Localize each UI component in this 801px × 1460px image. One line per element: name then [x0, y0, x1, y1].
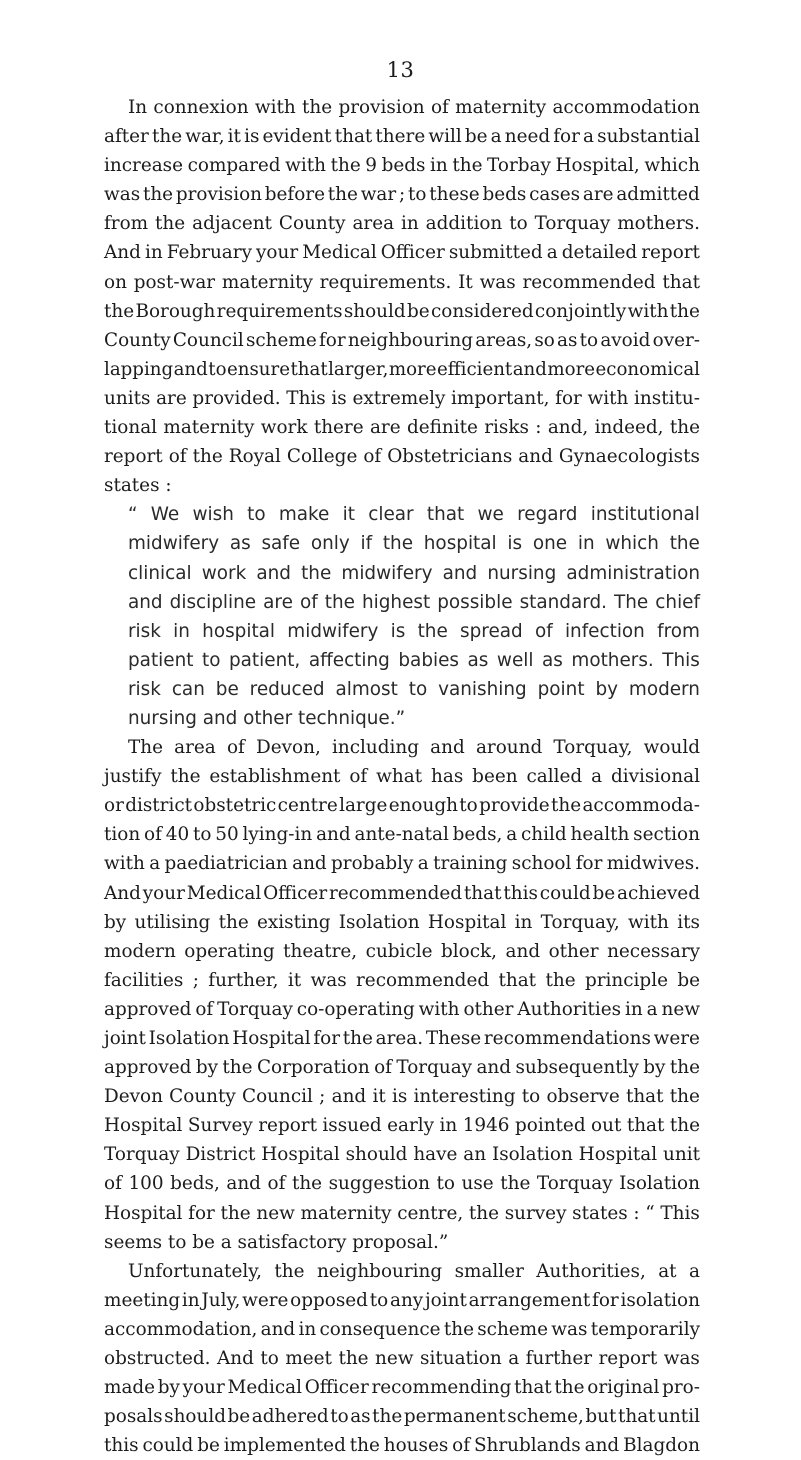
text-line: And your Medical Officer recommended that this could be achieved: [104, 882, 700, 904]
text-line: of 100 beds, and of the suggestion to use the Torquay Isolation: [104, 1173, 700, 1195]
text-line: made by your Medical Officer recommending that the original pro-: [104, 1377, 700, 1399]
page-number: 13: [386, 58, 415, 82]
quote-line: midwifery as safe only if the hospital is one in which the: [128, 533, 700, 555]
text-line: this could be implemented the houses of Shrublands and Blagdon: [104, 1435, 700, 1457]
quote-line: nursing and other technique.”: [128, 707, 406, 729]
text-line: the Borough requirements should be considered conjointly with the: [104, 300, 700, 322]
text-line: Hospital Survey report issued early in 1946 pointed out that the: [104, 1115, 700, 1137]
text-line: approved of Torquay co-operating with other Authorities in a new: [104, 998, 700, 1020]
text-line: after the war, it is evident that there will be a need for a substantial: [104, 126, 700, 148]
text-line: meeting in July, were opposed to any joint arrangement for isolation: [104, 1289, 700, 1311]
text-line: approved by the Corporation of Torquay and subsequently by the: [104, 1057, 700, 1079]
text-line: joint Isolation Hospital for the area. These recommendations were: [104, 1028, 700, 1049]
quote-line: risk in hospital midwifery is the spread of infection from: [128, 620, 700, 642]
quote-line: and discipline are of the highest possible standard. The chief: [128, 591, 700, 613]
text-line: states :: [104, 475, 172, 497]
text-line: modern operating theatre, cubicle block, and other necessary: [104, 940, 700, 962]
text-line: lapping and to ensure that larger, more efficient and more economical: [104, 358, 700, 380]
text-line: on post-war maternity requirements. It was recommended that: [104, 271, 700, 293]
text-line: Torquay District Hospital should have an Isolation Hospital unit: [104, 1144, 700, 1166]
quote-line: clinical work and the midwifery and nursing administration: [128, 562, 700, 584]
quote-line: “ We wish to make it clear that we regard institutional: [128, 504, 700, 526]
text-line: or district obstetric centre large enough to provide the accommoda-: [104, 795, 700, 817]
text-line: posals should be adhered to as the permanent scheme, but that until: [104, 1406, 700, 1428]
text-line: tion of 40 to 50 lying-in and ante-natal beds, a child health section: [104, 824, 700, 846]
paragraph-devon-area: [104, 733, 700, 1257]
text-line: justify the establishment of what has been called a divisional: [104, 766, 700, 788]
document-body: [104, 93, 700, 1460]
text-line: In connexion with the provision of maternity accommodation: [128, 97, 700, 118]
paragraph-maternity-accommodation: [104, 93, 700, 500]
text-line: obstructed. And to meet the new situation a further report was: [104, 1348, 700, 1370]
text-line: units are provided. This is extremely important, for with institu-: [104, 387, 700, 409]
paragraph-neighbouring-authorities: [104, 1257, 700, 1460]
text-line: report of the Royal College of Obstetricians and Gynaecologists: [104, 446, 700, 468]
text-line: from the adjacent County area in addition to Torquay mothers.: [104, 213, 700, 235]
quote-line: risk can be reduced almost to vanishing point by modern: [128, 678, 700, 700]
text-line: The area of Devon, including and around Torquay, would: [128, 737, 700, 759]
text-line: was the provision before the war ; to these beds cases are admitted: [104, 184, 700, 206]
text-line: facilities ; further, it was recommended that the principle be: [104, 969, 700, 991]
text-line: And in February your Medical Officer submitted a detailed report: [104, 242, 700, 264]
text-line: increase compared with the 9 beds in the Torbay Hospital, which: [104, 155, 700, 177]
text-line: accommodation, and in consequence the scheme was temporarily: [104, 1318, 700, 1340]
quotation-block: [104, 500, 700, 733]
quote-line: patient to patient, affecting babies as well as mothers. This: [128, 649, 700, 671]
text-line: County Council scheme for neighbouring areas, so as to avoid over-: [104, 329, 700, 351]
text-line: seems to be a satisfactory proposal.”: [104, 1231, 449, 1253]
text-line: Unfortunately, the neighbouring smaller Authorities, at a: [128, 1260, 700, 1282]
text-line: tional maternity work there are definite risks : and, indeed, the: [104, 417, 700, 439]
text-line: Devon County Council ; and it is interesting to observe that the: [104, 1086, 700, 1108]
text-line: by utilising the existing Isolation Hospital in Torquay, with its: [104, 911, 700, 933]
text-line: with a paediatrician and probably a training school for midwives.: [104, 853, 700, 875]
text-line: Hospital for the new maternity centre, the survey states : “ This: [104, 1202, 700, 1224]
